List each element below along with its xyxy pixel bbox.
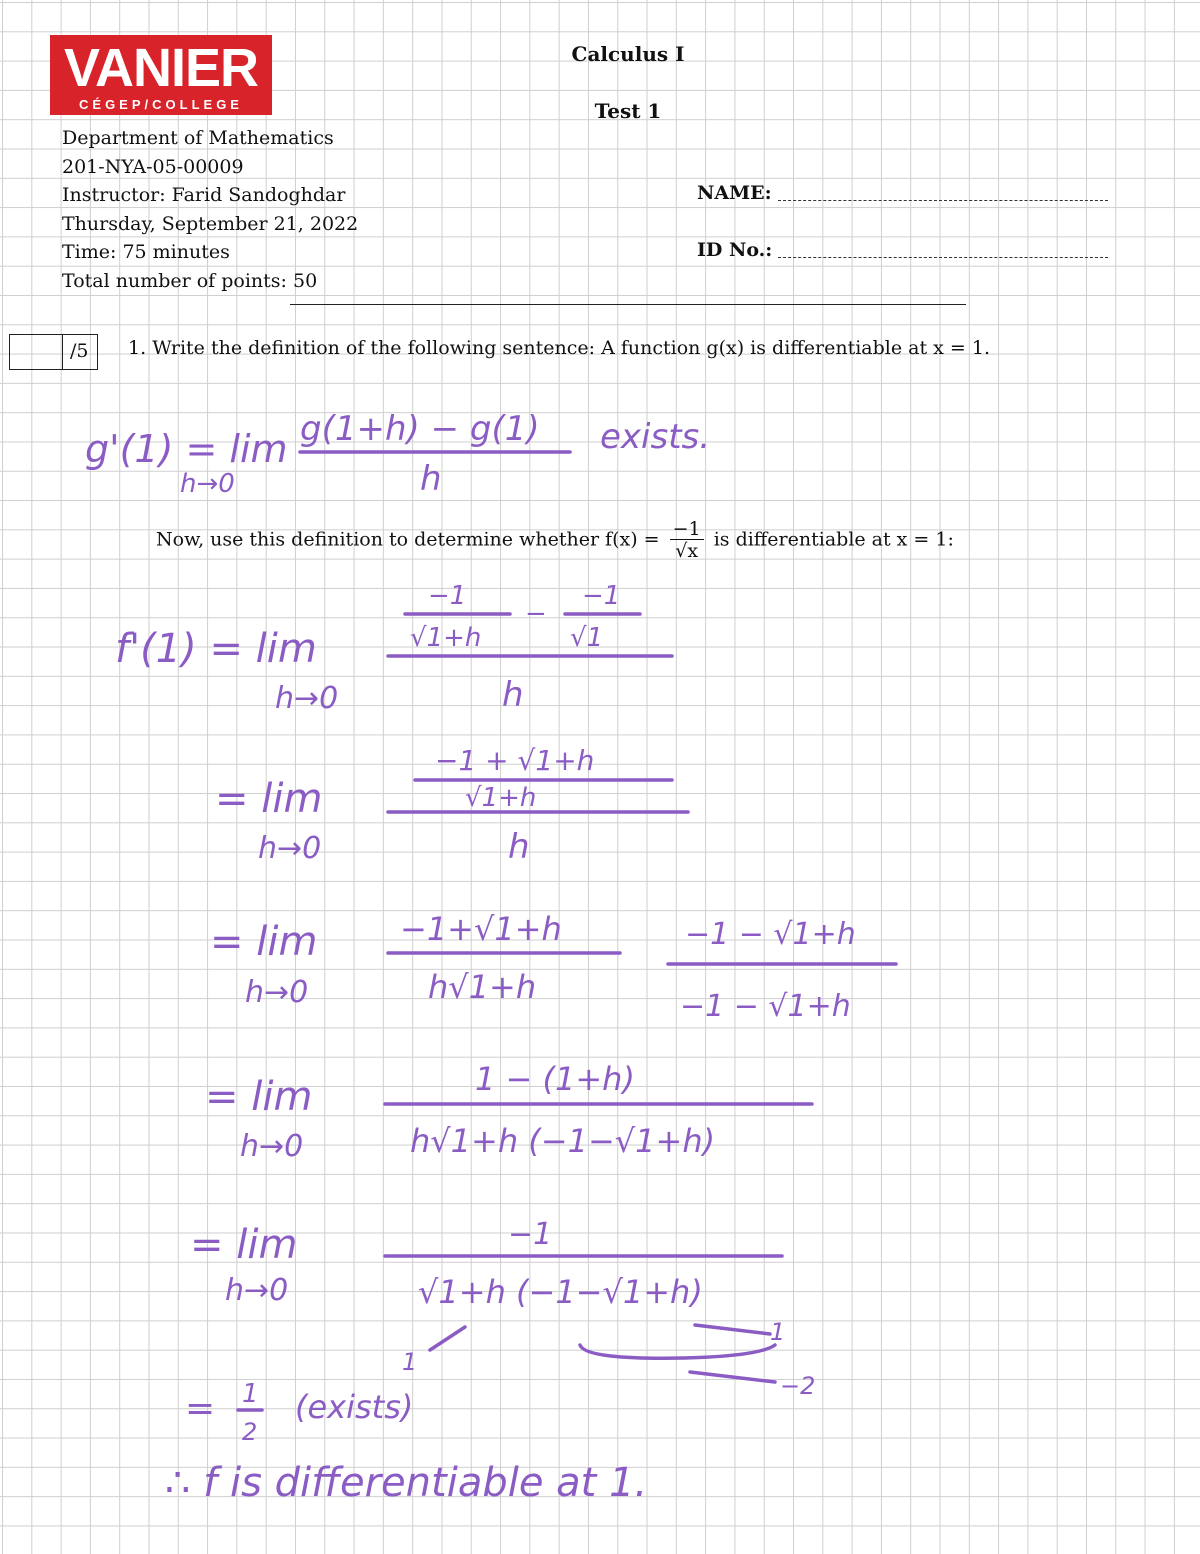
s2-lhs: = lim <box>215 776 323 822</box>
arrow-right-top <box>695 1325 770 1334</box>
def-lhs: g'(1) = lim <box>85 427 288 471</box>
s1-b-num: −1 <box>582 581 621 611</box>
result-note: (exists) <box>295 1388 414 1426</box>
s2-num-den: √1+h <box>465 783 537 813</box>
s1-den: h <box>502 675 524 715</box>
department: Department of Mathematics <box>62 127 334 149</box>
exam-date: Thursday, September 21, 2022 <box>62 212 359 235</box>
id-label: ID No.: <box>697 239 773 261</box>
brace-under <box>580 1345 775 1358</box>
s3-conj-den: −1 − √1+h <box>680 989 851 1024</box>
question-text: Write the definition of the following sentence: A function g(x) is differentiable at x = 1. <box>152 337 990 359</box>
s4-sub: h→0 <box>240 1129 304 1164</box>
s1-a-den: √1+h <box>410 623 482 653</box>
result-num: 1 <box>242 1379 259 1409</box>
question-number: 1. <box>128 337 147 359</box>
arrow-left <box>430 1327 465 1350</box>
s1-lhs: f'(1) = lim <box>115 626 317 672</box>
s3-den: h√1+h <box>428 968 537 1006</box>
s4-lhs: = lim <box>205 1074 313 1120</box>
note-left: 1 <box>402 1348 418 1376</box>
note-right-top: 1 <box>770 1318 786 1346</box>
s4-num: 1 − (1+h) <box>475 1060 635 1098</box>
conclusion: ∴ f is differentiable at 1. <box>165 1460 648 1506</box>
s1-minus: − <box>525 599 547 629</box>
def-den: h <box>420 459 442 499</box>
part-b-suffix: is differentiable at x = 1: <box>713 528 954 551</box>
s3-lhs: = lim <box>210 919 318 965</box>
fraction-denominator: √x <box>675 540 699 562</box>
s5-sub: h→0 <box>225 1273 289 1308</box>
s1-a-num: −1 <box>428 581 467 611</box>
s2-sub: h→0 <box>258 831 322 866</box>
fraction-numerator: −1 <box>670 519 704 540</box>
time-limit: Time: 75 minutes <box>62 241 230 264</box>
s1-b-den: √1 <box>570 623 604 653</box>
logo-subtitle: CÉGEP/COLLEGE <box>79 97 243 112</box>
s5-den: √1+h (−1−√1+h) <box>418 1273 703 1311</box>
logo-name: VANIER <box>63 38 259 98</box>
test-title: Test 1 <box>594 99 662 123</box>
s2-den: h <box>508 827 530 867</box>
part-b-prefix: Now, use this definition to determine whether f(x) = <box>156 528 660 551</box>
instructor: Instructor: Farid Sandoghdar <box>62 184 346 207</box>
s5-num: −1 <box>508 1217 553 1252</box>
s4-den: h√1+h (−1−√1+h) <box>410 1122 716 1160</box>
score-max: /5 <box>70 340 89 362</box>
total-points: Total number of points: 50 <box>62 269 318 292</box>
result-den: 2 <box>242 1418 258 1446</box>
s3-num: −1+√1+h <box>400 910 562 948</box>
def-sub: h→0 <box>180 469 235 499</box>
result-eq: = <box>185 1388 216 1429</box>
arrow-right-bottom <box>690 1372 775 1382</box>
note-right-bottom: −2 <box>780 1372 816 1400</box>
s1-sub: h→0 <box>275 681 339 716</box>
def-tail: exists. <box>600 417 711 457</box>
course-title: Calculus I <box>571 42 685 66</box>
def-num: g(1+h) − g(1) <box>300 409 540 449</box>
s3-conj-num: −1 − √1+h <box>685 917 856 952</box>
s3-sub: h→0 <box>245 975 309 1010</box>
s2-num: −1 + √1+h <box>435 744 595 777</box>
course-code: 201-NYA-05-00009 <box>62 155 244 178</box>
name-label: NAME: <box>697 182 772 204</box>
s5-lhs: = lim <box>190 1222 298 1268</box>
